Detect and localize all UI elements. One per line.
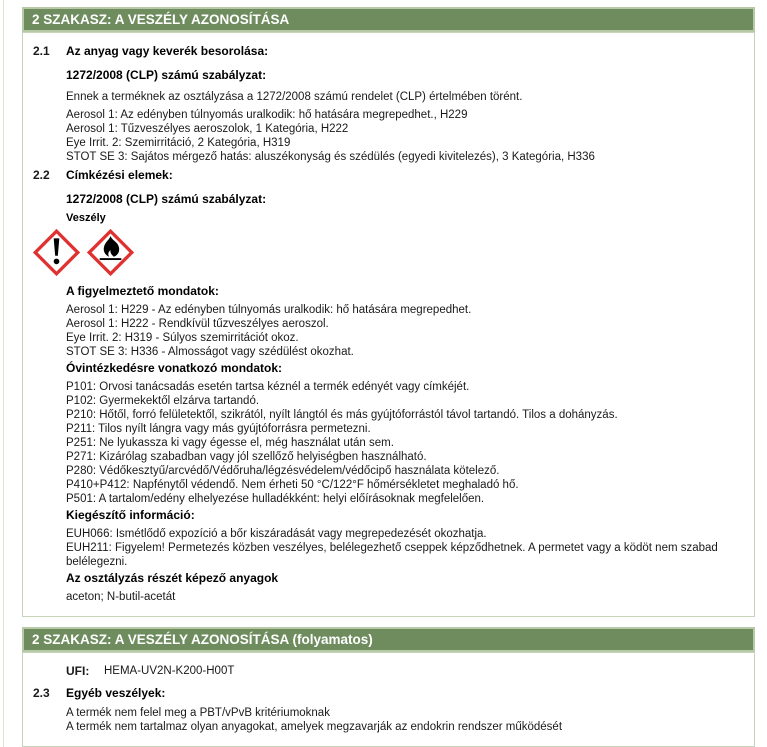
- section-2-header-bar: [22, 7, 755, 32]
- clp-regulation-heading-2: 1272/2008 (CLP) számú szabályzat:: [66, 192, 267, 206]
- ufi-label: UFI:: [66, 664, 90, 678]
- hazard-statement: Aerosol 1: H229 - Az edényben túlnyomás uralkodik: hő hatására megrepedhet.: [66, 304, 472, 316]
- clp-regulation-heading: 1272/2008 (CLP) számú szabályzat:: [66, 68, 267, 82]
- other-hazards-list: [66, 706, 742, 734]
- precautionary-statement: P410+P412: Napfénytől védendő. Nem érheti 50 °C/122°F hőmérsékletet meghaladó hő.: [66, 479, 519, 491]
- precautionary-statement: P280: Védőkesztyű/arcvédő/Védőruha/légzésvédelem/védőcipő használata kötelező.: [66, 465, 500, 477]
- subsection-number: 2.1: [33, 44, 50, 58]
- page-left-border: [3, 0, 4, 747]
- subsection-2-1: [33, 44, 742, 58]
- precautionary-statement: P102: Gyermekektől elzárva tartandó.: [66, 395, 260, 407]
- subsection-title: Az anyag vagy keverék besorolása:: [66, 44, 269, 58]
- section-2-continued-content: [22, 652, 755, 747]
- classification-intro: Ennek a terméknek az osztályzása a 1272/2008 számú rendelet (CLP) értelmében törént.: [66, 91, 523, 103]
- subsection-number: 2.2: [33, 168, 50, 182]
- precautionary-statements-list: [66, 380, 742, 506]
- section-2-title: 2 SZAKASZ: A VESZÉLY AZONOSÍTÁSA: [32, 12, 290, 27]
- classification-list: [66, 108, 742, 164]
- sds-document: [22, 7, 755, 747]
- classification-line: STOT SE 3: Sajátos mérgező hatás: aluszékonyság és szédülés (egyedi kivitelezés), 3 Kategória, H336: [66, 151, 595, 163]
- precautionary-statement: P210: Hőtől, forró felületektől, szikrától, nyílt lángtól és más gyújtóforrástól távol tartandó. Tilos a dohányzás.: [66, 409, 618, 421]
- hazard-statement: Eye Irrit. 2: H319 - Súlyos szemirritációt okoz.: [66, 332, 299, 344]
- classification-line: Aerosol 1: Tűzveszélyes aeroszolok, 1 Kategória, H222: [66, 123, 349, 135]
- supplemental-info-list: [66, 527, 742, 569]
- precautionary-statements-heading: Óvintézkedésre vonatkozó mondatok:: [66, 361, 283, 375]
- subsection-2-3: [33, 686, 742, 700]
- flame-pictogram-icon: [87, 229, 134, 276]
- supplemental-statement: EUH066: Ismétlődő expozíció a bőr kiszáradását vagy megrepedezését okozhatja.: [66, 528, 487, 540]
- hazard-statements-list: [66, 303, 742, 359]
- other-hazards-line: A termék nem tartalmaz olyan anyagokat, amelyek megzavarják az endokrin rendszer működését: [66, 721, 563, 733]
- subsection-title: Címkézési elemek:: [66, 168, 173, 182]
- subsection-number: 2.3: [33, 686, 50, 700]
- hazard-statements-heading: A figyelmeztető mondatok:: [66, 284, 219, 298]
- section-2-continued-title: 2 SZAKASZ: A VESZÉLY AZONOSÍTÁSA (folyamatos): [32, 632, 373, 647]
- section-2-content: [22, 32, 755, 617]
- hazard-statement: Aerosol 1: H222 - Rendkívül tűzveszélyes aeroszol.: [66, 318, 329, 330]
- ghs-pictograms: [33, 229, 742, 276]
- supplemental-statement: EUH211: Figyelem! Permetezés közben veszélyes, belélegezhető cseppek képződhetnek. A permetet vagy a ködöt nem szabad belélegezni.: [66, 542, 718, 568]
- classification-substances: aceton; N-butil-acetát: [66, 591, 176, 603]
- subsection-title: Egyéb veszélyek:: [66, 686, 166, 700]
- ufi-value: HEMA-UV2N-K200-H00T: [104, 665, 235, 677]
- precautionary-statement: P101: Orvosi tanácsadás esetén tartsa kéznél a termék edényét vagy címkéjét.: [66, 381, 470, 393]
- exclamation-mark-pictogram-icon: [33, 229, 80, 276]
- precautionary-statement: P251: Ne lyukassza ki vagy égesse el, még használat után sem.: [66, 437, 394, 449]
- classification-line: Aerosol 1: Az edényben túlnyomás uralkodik: hő hatására megrepedhet., H229: [66, 109, 468, 121]
- other-hazards-line: A termék nem felel meg a PBT/vPvB kritériumoknak: [66, 707, 330, 719]
- signal-word: Veszély: [66, 212, 106, 224]
- classification-line: Eye Irrit. 2: Szemirritáció, 2 Kategória, H319: [66, 137, 291, 149]
- subsection-2-2: [33, 168, 742, 182]
- precautionary-statement: P501: A tartalom/edény elhelyezése hulladékként: helyi előírásoknak megfelelően.: [66, 493, 485, 505]
- ufi-row: [66, 664, 742, 678]
- section-2-continued-header-bar: [22, 627, 755, 652]
- supplemental-info-heading: Kiegészítő információ:: [66, 508, 195, 522]
- precautionary-statement: P271: Kizárólag szabadban vagy jól szellőző helyiségben használható.: [66, 451, 427, 463]
- classification-substances-heading: Az osztályzás részét képező anyagok: [66, 571, 279, 585]
- hazard-statement: STOT SE 3: H336 - Almosságot vagy szédülést okozhat.: [66, 346, 354, 358]
- precautionary-statement: P211: Tilos nyílt lángra vagy más gyújtóforrásra permetezni.: [66, 423, 371, 435]
